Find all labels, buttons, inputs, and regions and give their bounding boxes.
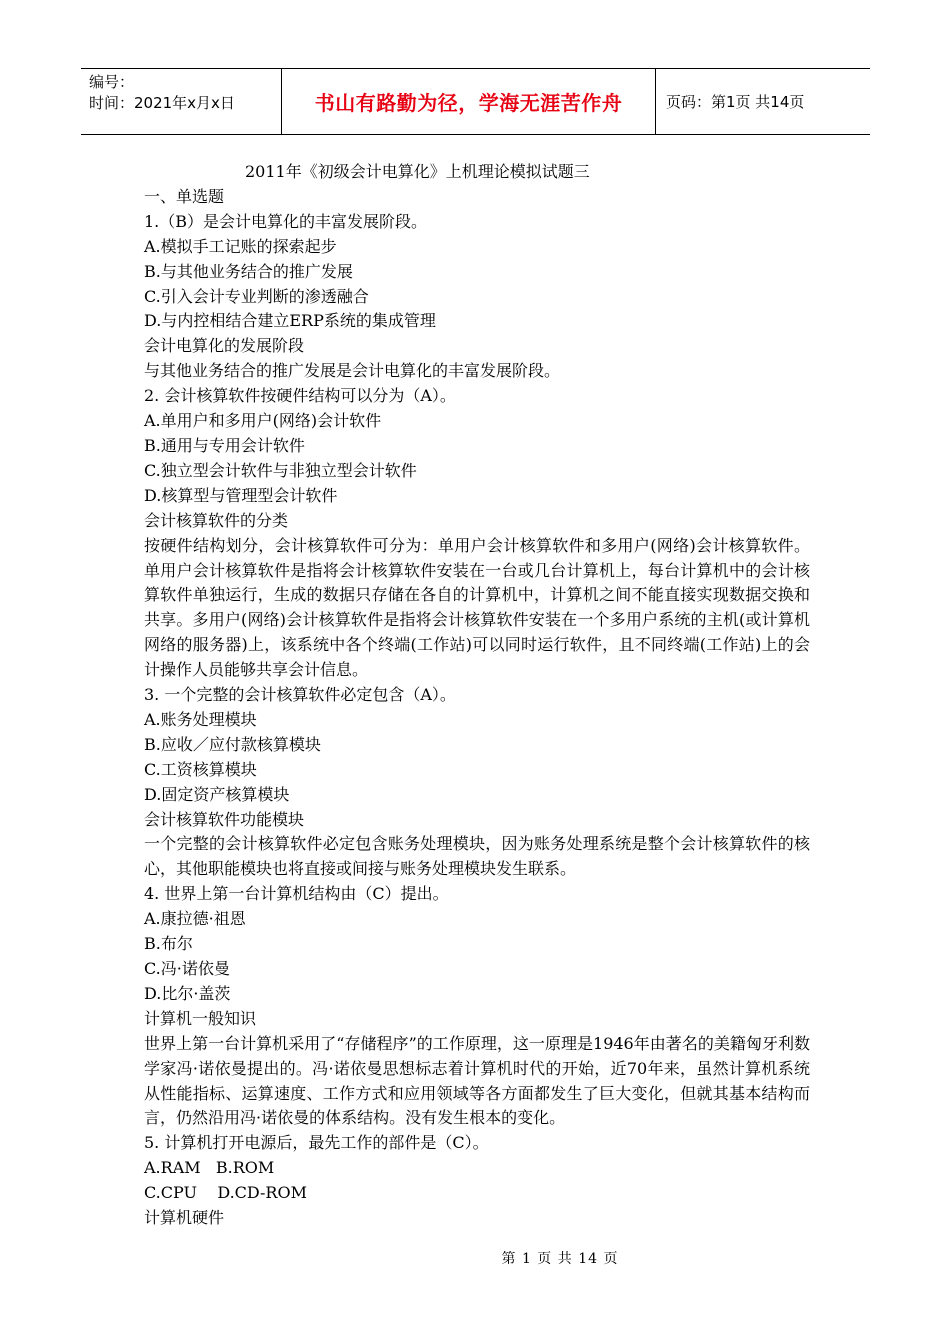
- question-5-options-cd: C.CPU D.CD-ROM: [144, 1183, 307, 1203]
- question-2-option-d: D.核算型与管理型会计软件: [144, 485, 338, 505]
- question-2-option-c: C.独立型会计软件与非独立型会计软件: [144, 460, 417, 480]
- question-2-stem: 2. 会计核算软件按硬件结构可以分为（A）。: [144, 386, 456, 406]
- question-3-option-d: D.固定资产核算模块: [144, 784, 290, 804]
- question-3-option-a: A.账务处理模块: [144, 709, 257, 729]
- header-number-label: 编号：: [89, 73, 135, 91]
- question-2-option-b: B.通用与专用会计软件: [144, 435, 305, 455]
- question-4-explanation: 世界上第一台计算机采用了“存储程序”的工作原理，这一原理是1946年由著名的美籍匈牙利数学家冯·诺依曼提出的。冯·诺依曼思想标志着计算机时代的开始，近70年来，虽然计算机系统从性能指标、运算速度、工作方式和应用领域等各方面都发生了巨大变化，但就其基本结构而言，仍然沿用冯·诺依曼的体系结构。没有发生根本的变化。: [144, 1033, 810, 1128]
- question-4-option-c: C.冯·诺依曼: [144, 959, 230, 978]
- header-page-info: 页码：第1页 共14页: [666, 93, 805, 111]
- question-5-stem: 5. 计算机打开电源后，最先工作的部件是（C）。: [144, 1133, 489, 1153]
- question-1-option-a: A.模拟手工记账的探索起步: [144, 236, 337, 256]
- page-header: [81, 68, 870, 135]
- document-title: 2011年《初级会计电算化》上机理论模拟试题三: [245, 162, 590, 181]
- document-body: [144, 160, 810, 1231]
- section-heading: 一、单选题: [144, 186, 225, 206]
- question-3-option-b: B.应收／应付款核算模块: [144, 734, 321, 754]
- header-date-label: 时间：2021年x月x日: [89, 94, 235, 112]
- question-2-explanation: 按硬件结构划分，会计核算软件可分为：单用户会计核算软件和多用户(网络)会计核算软件。单用户会计核算软件是指将会计核算软件安装在一台或几台计算机上，每台计算机中的会计核算软件单独运行，生成的数据只存储在各自的计算机中，计算机之间不能直接实现数据交换和共享。多用户(网络)会计核算软件是指将会计核算软件安装在一个多用户系统的主机(或计算机网络的服务器)上，该系统中各个终端(工作站)可以同时运行软件，且不同终端(工作站)上的会计操作人员能够共享会计信息。: [144, 535, 810, 680]
- question-4-stem: 4. 世界上第一台计算机结构由（C）提出。: [144, 884, 449, 904]
- header-meta-cell: [81, 69, 282, 134]
- question-1-stem: 1.（B）是会计电算化的丰富发展阶段。: [144, 211, 428, 231]
- question-3-explanation: 一个完整的会计核算软件必定包含账务处理模块，因为账务处理系统是整个会计核算软件的核心，其他职能模块也将直接或间接与账务处理模块发生联系。: [144, 834, 810, 879]
- question-1-topic: 会计电算化的发展阶段: [144, 336, 305, 356]
- header-motto: 书山有路勤为径，学海无涯苦作舟: [282, 69, 656, 134]
- question-3-topic: 会计核算软件功能模块: [144, 809, 305, 829]
- question-2-option-a: A.单用户和多用户(网络)会计软件: [144, 411, 382, 431]
- question-3-option-c: C.工资核算模块: [144, 759, 257, 779]
- question-5-topic: 计算机硬件: [144, 1208, 225, 1228]
- question-3-stem: 3. 一个完整的会计核算软件必定包含（A）。: [144, 685, 456, 705]
- footer-page-number: 第 1 页 共 14 页: [501, 1251, 619, 1267]
- question-1-option-d: D.与内控相结合建立ERP系统的集成管理: [144, 311, 436, 331]
- question-4-option-d: D.比尔·盖茨: [144, 983, 231, 1003]
- question-5-options-ab: A.RAM B.ROM: [144, 1158, 275, 1178]
- question-1-explanation: 与其他业务结合的推广发展是会计电算化的丰富发展阶段。: [144, 361, 561, 381]
- page-footer: [0, 1248, 950, 1268]
- question-4-option-b: B.布尔: [144, 934, 193, 954]
- question-4-option-a: A.康拉德·祖恩: [144, 909, 246, 929]
- question-1-option-c: C.引入会计专业判断的渗透融合: [144, 286, 369, 306]
- question-2-topic: 会计核算软件的分类: [144, 510, 289, 530]
- question-1-option-b: B.与其他业务结合的推广发展: [144, 261, 353, 281]
- question-4-topic: 计算机一般知识: [144, 1008, 257, 1028]
